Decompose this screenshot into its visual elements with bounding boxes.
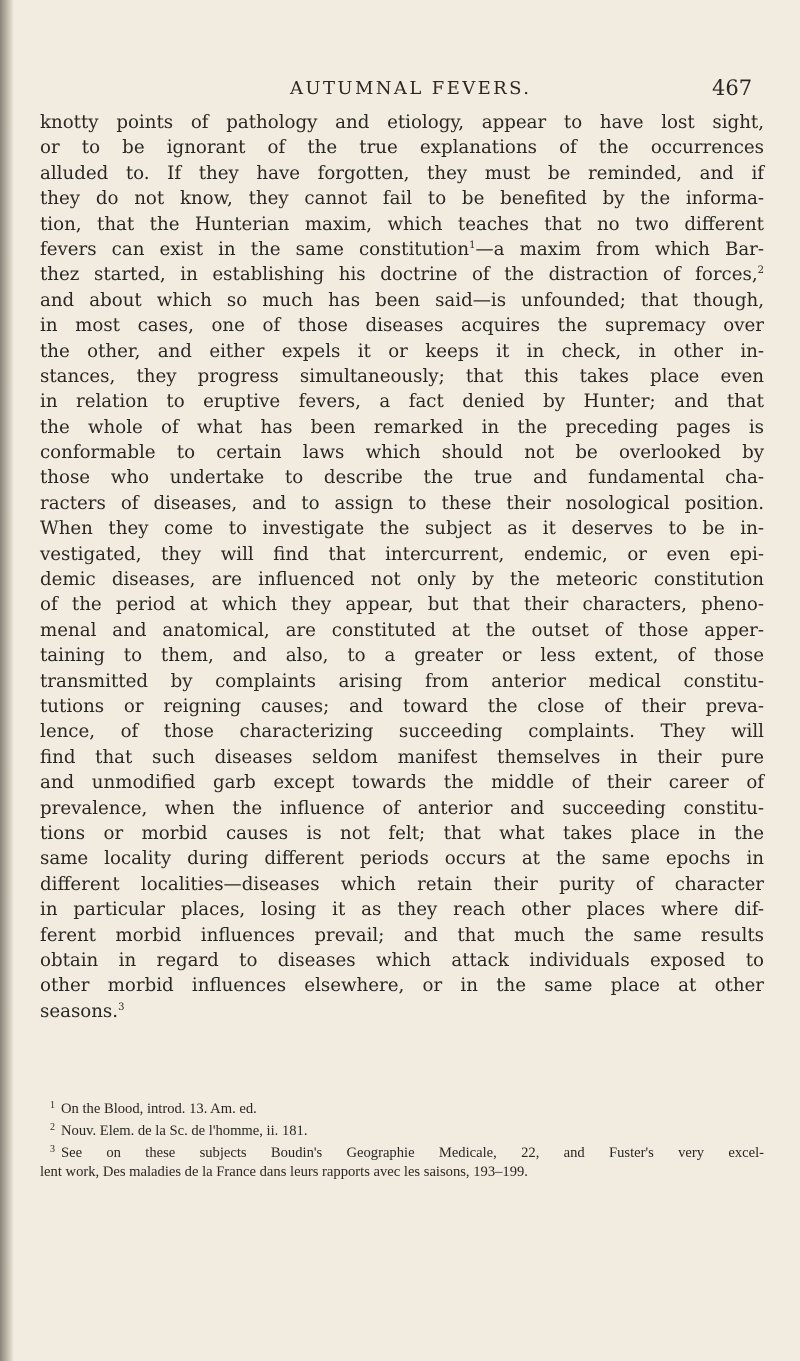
text-line: prevalence, when the influence of anterior and succeeding constitu- xyxy=(40,797,764,819)
footnote-mark: 3 xyxy=(50,1144,55,1155)
text-line: tion, that the Hunterian maxim, which teaches that no two different xyxy=(40,213,764,235)
footnote-1: $^1$ On the Blood, introd. 13. Am. ed. xyxy=(50,1100,257,1117)
text-line: in particular places, losing it as they reach other places where dif- xyxy=(40,899,764,921)
page-binding-edge xyxy=(0,0,14,1361)
text-line: tions or morbid causes is not felt; that what takes place in the xyxy=(40,822,764,844)
text-line: other morbid influences elsewhere, or in the same place at other xyxy=(40,975,764,997)
footnote-mark: 1 xyxy=(50,1100,55,1111)
text-line: lence, of those characterizing succeeding complaints. They will xyxy=(40,721,764,743)
footnote-mark: 2 xyxy=(50,1122,55,1133)
text-line: demic diseases, are influenced not only by the meteoric constitution xyxy=(40,569,764,591)
text-line: knotty points of pathology and etiology, appear to have lost sight, xyxy=(40,112,764,133)
text-line: ferent morbid influences prevail; and that much the same results xyxy=(40,924,764,946)
text-line: racters of diseases, and to assign to these their nosological position. xyxy=(40,492,764,514)
text-line: taining to them, and also, to a greater or less extent, of those xyxy=(40,645,764,667)
body-text xyxy=(40,110,764,1024)
text-line: When they come to investigate the subject as it deserves to be in- xyxy=(40,518,764,540)
text-line: seasons.$^3$ xyxy=(40,1000,125,1022)
text-line: in relation to eruptive fevers, a fact denied by Hunter; and that xyxy=(40,391,764,413)
text-line: transmitted by complaints arising from anterior medical constitu- xyxy=(40,670,764,692)
text-line: in most cases, one of those diseases acquires the supremacy over xyxy=(40,315,764,337)
text-line: those who undertake to describe the true and fundamental cha- xyxy=(40,467,764,489)
text-line: conformable to certain laws which should not be overlooked by xyxy=(40,442,764,464)
text-line: and unmodified garb except towards the middle of their career of xyxy=(40,772,764,794)
running-head: AUTUMNAL FEVERS. xyxy=(290,78,532,99)
footnotes xyxy=(40,1095,764,1183)
text-line: thez started, in establishing his doctrine of the distraction of forces,$^2$ xyxy=(40,264,764,286)
text-line: or to be ignorant of the true explanations of the occurrences xyxy=(40,137,764,159)
text-line: of the period at which they appear, but that their characters, pheno- xyxy=(40,594,764,616)
text-line: tutions or reigning causes; and toward the close of their preva- xyxy=(40,695,764,717)
text-line: stances, they progress simultaneously; that this takes place even xyxy=(40,365,764,387)
text-line: alluded to. If they have forgotten, they must be reminded, and if xyxy=(40,162,764,184)
text-line: find that such diseases seldom manifest themselves in their pure xyxy=(40,746,764,768)
text-line: different localities—diseases which retain their purity of character xyxy=(40,873,764,895)
footnote-ref-1[interactable]: 1 xyxy=(469,239,476,251)
text-line: they do not know, they cannot fail to be benefited by the informa- xyxy=(40,188,764,210)
text-line: menal and anatomical, are constituted at the outset of those apper- xyxy=(40,619,764,641)
text-line: the whole of what has been remarked in the preceding pages is xyxy=(40,416,764,438)
text-line: the other, and either expels it or keeps it in check, in other in- xyxy=(40,340,764,362)
footnote-ref-3[interactable]: 3 xyxy=(118,1001,125,1013)
text-line: same locality during different periods occurs at the same epochs in xyxy=(40,848,764,870)
text-line: vestigated, they will find that intercurrent, endemic, or even epi- xyxy=(40,543,764,565)
text-line: fevers can exist in the same constitution$^1$—a maxim from which Bar- xyxy=(40,238,765,260)
page-number: 467 xyxy=(712,76,753,100)
footnote-ref-2[interactable]: 2 xyxy=(757,265,764,277)
text-line: and about which so much has been said—is unfounded; that though, xyxy=(40,289,764,311)
footnote-3: $^3$ See on these subjects Boudin's Geographie Medicale, 22, and Fuster's very excel- xyxy=(50,1144,764,1161)
text-line: obtain in regard to diseases which attack individuals exposed to xyxy=(40,949,764,971)
footnote-2: $^2$ Nouv. Elem. de la Sc. de l'homme, ii. 181. xyxy=(50,1122,308,1139)
footnote-3-continued: lent work, Des maladies de la France dans leurs rapports avec les saisons, 193–199. xyxy=(40,1164,528,1180)
page-header xyxy=(0,76,800,106)
